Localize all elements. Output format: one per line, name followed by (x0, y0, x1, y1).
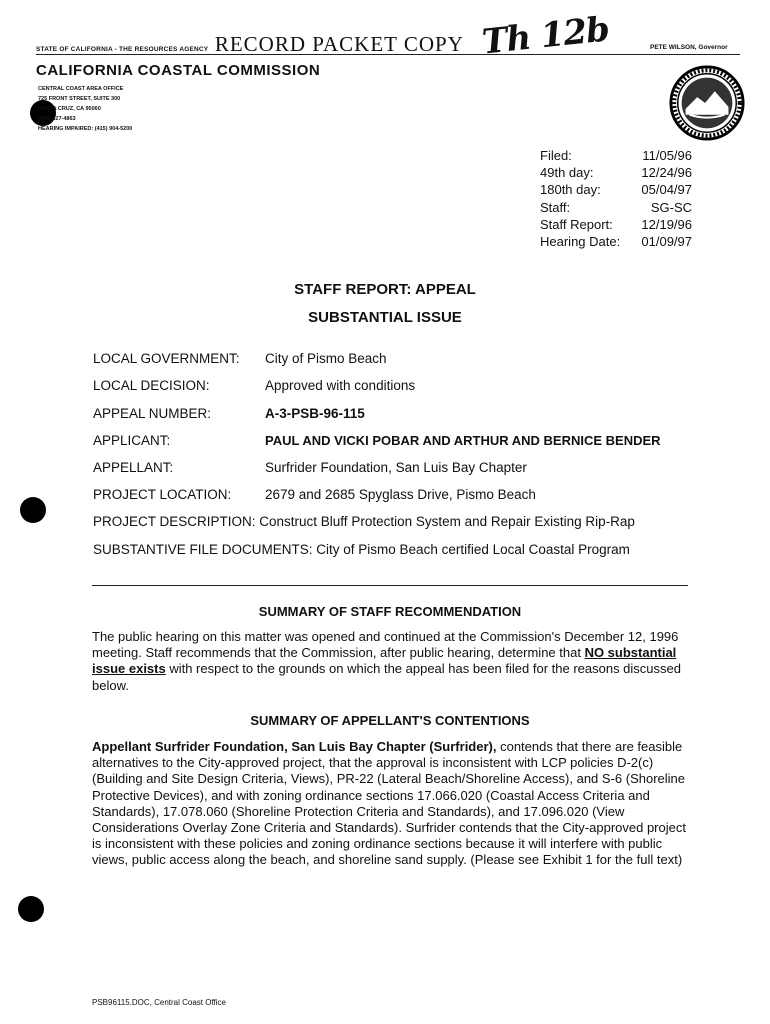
address-line: (408) 427-4863 (38, 116, 76, 122)
summary-text: The public hearing on this matter was opened and continued at the Commission's December 12, 1996 meeting. Staff recommends that the Commission, after public hearing, determine that (92, 629, 679, 661)
field-label: APPEAL NUMBER: (93, 406, 212, 421)
filing-row-staff (540, 199, 692, 216)
filing-label: Filed: (540, 148, 572, 163)
filing-value: 12/24/96 (641, 165, 692, 181)
contentions-heading: SUMMARY OF APPELLANT'S CONTENTIONS (250, 713, 530, 728)
commission-name: CALIFORNIA COASTAL COMMISSION (36, 62, 321, 79)
governor-name: PETE WILSON, Governor (650, 44, 728, 51)
filing-value: 12/19/96 (641, 216, 692, 232)
field-project-location (93, 487, 536, 502)
field-local-government (93, 351, 387, 366)
summary-emphasis: NO substantial issue exists (92, 645, 677, 677)
record-packet-stamp: RECORD PACKET COPY (214, 32, 464, 56)
filing-label: Staff: (540, 199, 571, 215)
field-value: 2679 and 2685 Spyglass Drive, Pismo Beach (265, 487, 536, 502)
field-label: LOCAL GOVERNMENT: (93, 351, 240, 366)
state-seal-icon (668, 64, 746, 142)
filing-value: 01/09/97 (641, 234, 692, 250)
handwritten-agenda-number: Th 12b (480, 9, 611, 63)
field-value: City of Pismo Beach (265, 351, 387, 366)
field-substantive-documents: SUBSTANTIVE FILE DOCUMENTS: City of Pismo Beach certified Local Coastal Program (93, 542, 630, 557)
section-divider (92, 585, 688, 586)
report-subtitle: SUBSTANTIAL ISSUE (308, 309, 462, 326)
summary-text-end: with respect to the grounds on which the appeal has been filed for the reasons discussed below. (92, 661, 681, 693)
filing-label: 180th day: (540, 182, 601, 198)
field-label: APPLICANT: (93, 433, 171, 448)
address-line: CENTRAL COAST AREA OFFICE (38, 86, 124, 92)
filing-value: 11/05/96 (642, 148, 692, 163)
field-appeal-number (93, 406, 365, 421)
summary-paragraph (92, 629, 692, 694)
field-value: Surfrider Foundation, San Luis Bay Chapter (265, 460, 527, 475)
contentions-paragraph (92, 739, 692, 869)
field-label: APPELLANT: (93, 460, 174, 475)
field-label: LOCAL DECISION: (93, 378, 210, 393)
field-applicant (93, 433, 661, 448)
agency-name: STATE OF CALIFORNIA - THE RESOURCES AGENCY (36, 46, 209, 53)
filing-row-hearing-date (540, 233, 692, 250)
field-value: A-3-PSB-96-115 (265, 406, 365, 421)
filing-value: SG-SC (650, 199, 692, 215)
address-line: 725 FRONT STREET, SUITE 300 (38, 96, 121, 102)
filing-value: 05/04/97 (641, 182, 692, 198)
field-appellant (93, 460, 527, 475)
contentions-lead: Appellant Surfrider Foundation, San Luis Bay Chapter (Surfrider), (92, 739, 497, 754)
filing-label: Hearing Date: (540, 234, 621, 250)
filing-row-49th-day (540, 164, 692, 181)
field-label: PROJECT LOCATION: (93, 487, 232, 502)
punch-hole-middle (20, 497, 46, 523)
punch-hole-bottom (18, 896, 44, 922)
filing-row-filed (540, 147, 692, 164)
contentions-body: contends that there are feasible alternatives to the City-approved project, that the approval is inconsistent with LCP policies D-2(c) (Building and Site Design Criteria, Views), PR-22 (Lateral Beach/Shoreline Access), and S-6 (Shoreline Protective Devices), and with zoning ordinance sections 17.066.020 (Coastal Access Criteria and Standards), 17.078.060 (Shoreline Protection Criteria and Standards), and 17.096.020 (View Considerations Overlay Zone Criteria and Standards). Surfrider contends that the City-approved project is inconsistent with these policies and zoning ordinance sections because it will interfere with public views, public access along the beach, and shoreline sand supply. (Please see Exhibit 1 for the full text) (92, 739, 686, 868)
field-project-description: PROJECT DESCRIPTION: Construct Bluff Protection System and Repair Existing Rip-Rap (93, 514, 635, 529)
field-local-decision (93, 378, 415, 393)
document-footer: PSB96115.DOC, Central Coast Office (92, 998, 226, 1007)
filing-label: 49th day: (540, 165, 594, 181)
filing-row-180th-day (540, 181, 692, 198)
field-value: Approved with conditions (265, 378, 416, 393)
address-line: HEARING IMPAIRED: (415) 904-5200 (38, 126, 133, 132)
summary-heading: SUMMARY OF STAFF RECOMMENDATION (258, 604, 522, 619)
filing-label: Staff Report: (540, 216, 613, 232)
address-line: SANTA CRUZ, CA 95060 (38, 106, 101, 112)
letterhead-rule (36, 54, 740, 55)
office-address (38, 84, 132, 134)
filing-row-staff-report (540, 216, 692, 233)
filing-dates (540, 147, 692, 250)
report-title: STAFF REPORT: APPEAL (294, 281, 476, 298)
field-value: PAUL AND VICKI POBAR AND ARTHUR AND BERNICE BENDER (265, 433, 661, 448)
